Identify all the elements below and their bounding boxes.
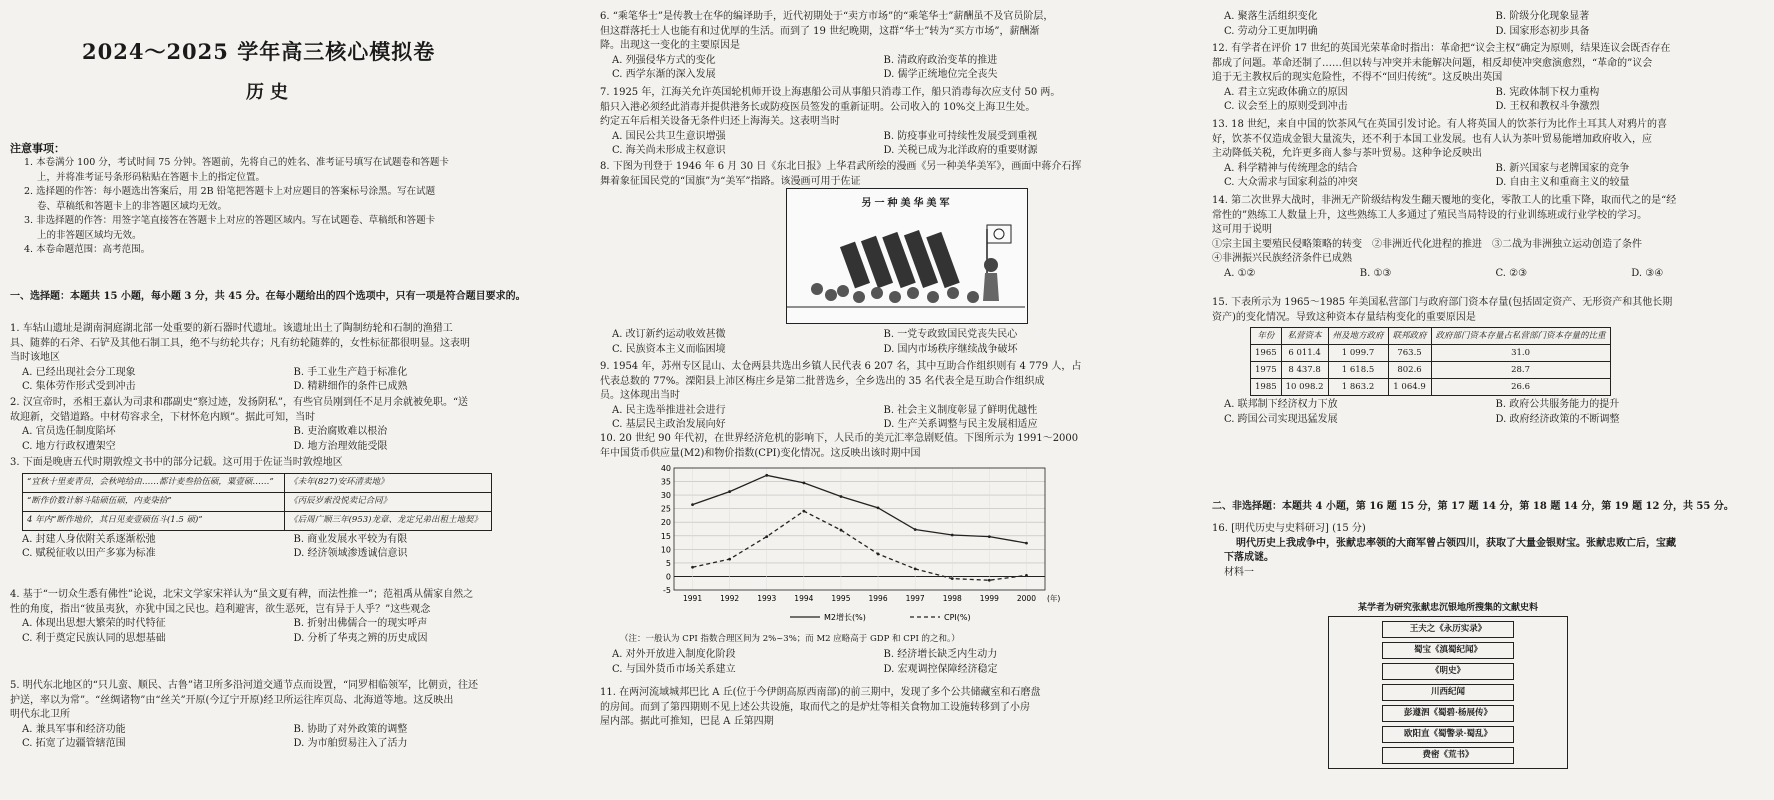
question-12	[1212, 42, 1767, 115]
y-tick-label: 30	[660, 491, 671, 501]
q10-option-c[interactable]: C. 与国外货币市场关系建立	[612, 663, 736, 675]
q5-option-d[interactable]: D. 为市舶贸易注入了活力	[293, 738, 408, 750]
table-cell: 1 863.2	[1328, 379, 1388, 396]
q4-option-a[interactable]: A. 体现出思想大繁荣的时代特征	[22, 618, 166, 630]
y-tick-label: 40	[660, 464, 671, 473]
notice-line: 3. 非选择题的作答：用签字笔直接答在答题卡上对应的答题区域内。写在试题卷、草稿纸和答题卡	[24, 215, 436, 226]
question-4	[10, 588, 565, 646]
q9-option-a[interactable]: A. 民主选举推进社会进行	[612, 404, 726, 416]
question-11-options	[1212, 10, 1767, 39]
q1-stem: 1. 车轱山遗址是湖南洞庭湖北部一处重要的新石器时代遗址。该遗址出土了陶制纺轮和石制的渔猎工	[10, 323, 453, 334]
notice-line: 上的非答题区域均无效。	[37, 229, 142, 241]
q6-option-c[interactable]: C. 西学东渐的深入发展	[612, 69, 716, 81]
q11-stem: 屋内部。据此可推知，巴昆 A 丘第四期	[600, 716, 774, 728]
q10-stem: 10. 20 世纪 90 年代初，在世界经济危机的影响下，人民币的美元汇率急剧贬值。下图所示为 1991～2000	[600, 433, 1079, 444]
x-tick-label: 1991	[683, 594, 703, 603]
data-point	[765, 474, 768, 477]
source-item: 王夫之《永历实录》	[1382, 621, 1514, 638]
chart-svg	[650, 462, 1070, 632]
question-8	[600, 160, 1155, 189]
table-cell: “宜秋十里麦青员，会秋吨给由……都计麦叁拾伍硕，粟壹硕……”	[23, 473, 285, 492]
data-point	[691, 503, 694, 506]
notice-line: 上，并将准考证号条形码粘贴在答题卡上的指定位置。	[37, 171, 266, 183]
q9-stem: 9. 1954 年，苏州专区昆山、太仓两县共选出乡镇人民代表 6 207 名，其中互助合作组织则有 4 779 人，占	[600, 361, 1082, 372]
q1-option-a[interactable]: A. 已经出现社会分工现象	[22, 366, 136, 378]
table-row	[1251, 345, 1611, 362]
q7-option-c[interactable]: C. 海关尚未形成主权意识	[612, 145, 726, 157]
notice-line: 卷、草稿纸和答题卡上的非答题区域均无效。	[37, 200, 228, 212]
q5-option-b[interactable]: B. 协助了对外政策的调整	[293, 723, 408, 735]
q2-stem: 2. 汉宣帝时，丞相王嘉认为司隶和郡副史“察过迹，发扬阴私”，有些官员刚到任不足月余就被免职。“送	[10, 397, 469, 408]
y-tick-label: -5	[663, 586, 671, 595]
notice-line: 1. 本卷满分 100 分，考试时间 75 分钟。答题前，先将自己的姓名、准考证号填写在试题卷和答题卡	[24, 157, 449, 168]
q14-option-c[interactable]: C. ②③	[1495, 267, 1528, 279]
question-9	[600, 360, 1155, 433]
question-10-options	[600, 648, 1155, 677]
q16-source-title: 某学者为研究张献忠沉银地所搜集的文献史料	[1357, 603, 1538, 613]
q3-option-d[interactable]: D. 经济领域渗透诚信意识	[293, 548, 408, 560]
q9-stem: 代表总数的 77%。溧阳县上沛区梅庄乡是第二批普选乡，全乡选出的 35 名代表全是互助合作组织成	[600, 375, 1045, 387]
q11-stem: 的房间。而到了第四期则不见上述公共设施，取而代之的是炉灶等相关食物加工设施转移到了小房	[600, 701, 1030, 713]
question-7	[600, 86, 1155, 159]
q13-stem: 好，饮茶不仅造成金银大量流失，还不利于本国工业发展。也有人认为茶叶贸易能增加政府收入，应	[1212, 133, 1652, 145]
table-cell: 802.6	[1388, 362, 1431, 379]
q14-stem: 14. 第二次世界大战时，非洲无产阶级结构发生翻天覆地的变化，零散工人的比重下降，取而代之的是“经	[1212, 195, 1677, 206]
question-13	[1212, 118, 1767, 191]
y-tick-label: 35	[660, 477, 671, 487]
table-cell: 26.6	[1431, 379, 1610, 396]
q3-option-c[interactable]: C. 赋税征收以田产多寡为标准	[22, 548, 156, 560]
q8-option-c[interactable]: C. 民族资本主义而临困境	[612, 343, 726, 355]
q5-stem: 明代东北卫所	[10, 709, 70, 721]
data-point	[1025, 542, 1028, 545]
y-tick-label: 20	[660, 518, 671, 528]
left-column	[10, 0, 570, 800]
source-item: 《明史》	[1382, 663, 1514, 680]
q15-option-d[interactable]: D. 政府经济政策的不断调整	[1495, 413, 1620, 425]
data-point	[914, 567, 917, 570]
q11-option-d[interactable]: D. 国家形态初步具备	[1495, 25, 1590, 37]
table-cell: 《丙辰岁索没悦卖记合同》	[285, 492, 492, 511]
x-tick-label: 1997	[905, 594, 925, 603]
q9-stem: 员。这体现出当时	[600, 390, 680, 402]
q5-stem: 护送，率以为常”。“丝绸诸物”由“丝关”开原(今辽宁开原)经卫所运往库页岛、北海道等地。这反映出	[10, 694, 454, 706]
table-cell: “断作价数计斛斗陆硕伍硕，内麦柒拾”	[23, 492, 285, 511]
q14-stem: ④非洲振兴民族经济条件已成熟	[1212, 253, 1352, 265]
table-header: 年份	[1251, 328, 1282, 345]
source-item: 彭遵泗《蜀碧·杨展传》	[1382, 705, 1514, 722]
q1-stem: 当时该地区	[10, 352, 60, 364]
q10-option-d[interactable]: D. 宏观调控保障经济稳定	[883, 663, 998, 675]
notice-title: 注意事项：	[10, 142, 65, 155]
q4-stem: 4. 基于“一切众生悉有佛性”论说，北宋文学家宋祥认为“虽文夏有稗，而法性推一”；范祖禹从儒家自然之	[10, 589, 474, 600]
table-cell: 1965	[1251, 345, 1282, 362]
q13-stem: 主动降低关税，允许更多商人参与茶叶贸易。这种争论反映出	[1212, 148, 1482, 160]
q8-option-a[interactable]: A. 改订新约运动收效甚微	[612, 329, 726, 340]
q6-stem: 6. “乘笔华士”是传教士在华的编译助手，近代初期处于“卖方市场”的“乘笔华士”薪酬虽不及官员阶层，	[600, 11, 1054, 22]
x-unit-label: (年)	[1047, 594, 1061, 603]
cartoon-image	[786, 188, 1028, 324]
q11-stem: 11. 在两河流域城邦巴比 A 丘(位于今伊朗高原西南部)的前三期中，发现了多个公共储藏室和石磨盘	[600, 687, 1041, 698]
q13-stem: 13. 18 世纪，来自中国的饮茶风气在英国引发讨论。有人将英国人的饮茶行为比作土耳其人对鸦片的喜	[1212, 119, 1667, 130]
table-cell: 1 064.9	[1388, 379, 1431, 396]
table-row	[23, 492, 492, 511]
y-tick-label: 0	[665, 572, 671, 582]
table-cell: 1 618.5	[1328, 362, 1388, 379]
cartoon-drawing	[787, 209, 1025, 319]
notice-list	[24, 156, 569, 258]
q8-option-b[interactable]: B. 一党专政致国民党丧失民心	[883, 329, 1018, 340]
data-point	[802, 510, 805, 513]
table-row	[23, 473, 492, 492]
q16-source-list	[1328, 616, 1568, 769]
data-point	[951, 577, 954, 580]
data-point	[765, 535, 768, 538]
q2-option-d[interactable]: D. 地方治理效能受限	[293, 440, 388, 452]
cartoon-caption: 另一种美华美军	[861, 198, 953, 209]
table-cell: 1 099.7	[1328, 345, 1388, 362]
q14-option-b[interactable]: B. ①③	[1359, 267, 1392, 279]
x-tick-label: 1993	[757, 594, 777, 603]
q5-option-a[interactable]: A. 兼具军事和经济功能	[22, 723, 126, 735]
q12-option-c[interactable]: C. 议会至上的原则受到冲击	[1224, 101, 1348, 113]
q4-option-d[interactable]: D. 分析了华夷之辨的历史成因	[293, 632, 428, 644]
q2-option-b[interactable]: B. 吏治腐败难以根治	[293, 426, 388, 438]
q9-option-b[interactable]: B. 社会主义制度彰显了鲜明优越性	[883, 404, 1038, 416]
data-point	[802, 482, 805, 485]
question-5	[10, 679, 565, 752]
q12-option-d[interactable]: D. 王权和教权斗争激烈	[1495, 101, 1600, 113]
q16-line: 材料一	[1224, 566, 1254, 578]
q15-option-b[interactable]: B. 政府公共服务能力的提升	[1495, 399, 1620, 411]
table-cell: 4 年内“断作地价，其日见麦壹硕伍斗(1.5 硕)”	[23, 511, 285, 530]
q1-option-c[interactable]: C. 集体劳作形式受到冲击	[22, 381, 136, 393]
legend-label: CPI(%)	[944, 613, 971, 622]
y-tick-label: 15	[660, 531, 671, 541]
q2-option-a[interactable]: A. 官员选任制度陷坏	[22, 426, 116, 438]
table-row	[1251, 362, 1611, 379]
q3-stem: 3. 下面是晚唐五代时期敦煌文书中的部分记载。这可用于佐证当时敦煌地区	[10, 457, 343, 468]
table-cell: 763.5	[1388, 345, 1431, 362]
q1-option-b[interactable]: B. 手工业生产趋于标准化	[293, 366, 408, 378]
table-header: 州及地方政府	[1328, 328, 1388, 345]
q3-table	[22, 473, 492, 531]
q8-option-d[interactable]: D. 国内市场秩序继续战争破坏	[883, 343, 1018, 355]
data-point	[840, 529, 843, 532]
notice-line: 4. 本卷命题范围：高考范围。	[24, 244, 151, 255]
q13-option-d[interactable]: D. 自由主义和重商主义的较量	[1495, 177, 1630, 189]
q4-stem: 性的角度，指出“彼虽夷狄，亦犹中国之民也。趋利避害，欲生恶死，岂有异于人乎？”这些观念	[10, 603, 431, 615]
q11-option-c[interactable]: C. 劳动分工更加明确	[1224, 25, 1318, 37]
data-point	[988, 579, 991, 582]
q6-stem: 降。出现这一变化的主要原因是	[600, 40, 740, 52]
q14-stem: 这可用于说明	[1212, 224, 1272, 236]
x-tick-label: 1992	[720, 594, 740, 603]
q16-line: 明代历史上我成争中，张献忠率领的大商军曾占领四川，获取了大量金银财宝。张献忠败亡后，宝藏	[1236, 537, 1676, 549]
section1-heading: 一、选择题：本题共 15 小题，每小题 3 分，共 45 分。在每小题给出的四个选项中，只有一项是符合题目要求的。	[10, 291, 526, 302]
question-16	[1212, 522, 1767, 580]
q16-line: 16. [明代历史与史料研习] (15 分)	[1212, 523, 1366, 534]
q15-option-a[interactable]: A. 联邦制下经济权力下放	[1224, 399, 1338, 411]
x-tick-label: 1995	[831, 594, 851, 603]
table-cell: 8 437.8	[1281, 362, 1328, 379]
q1-option-d[interactable]: D. 精耕细作的条件已成熟	[293, 381, 408, 393]
q12-stem: 12. 有学者在评价 17 世纪的英国光荣革命时指出：革命把“议会主权”确定为原则，结果连议会既否存在	[1212, 43, 1671, 54]
notice-line: 2. 选择题的作答：每小题选出答案后，用 2B 铅笔把答题卡上对应题目的答案标号涂黑。写在试题	[24, 186, 436, 197]
x-tick-label: 2000	[1016, 594, 1036, 603]
y-tick-label: 25	[660, 504, 671, 514]
section2-heading: 二、非选择题：本题共 4 小题，第 16 题 15 分，第 17 题 14 分，第 18 题 14 分，第 19 题 12 分，共 55 分。	[1212, 501, 1734, 512]
x-tick-label: 1994	[794, 594, 814, 603]
q4-option-c[interactable]: C. 利于奠定民族认同的思想基础	[22, 632, 166, 644]
table-header-row	[1251, 328, 1611, 345]
q10-stem: 年中国货币供应量(M2)和物价指数(CPI)变化情况。这反映出该时期中国	[600, 447, 921, 459]
data-point	[877, 553, 880, 556]
x-tick-label: 1999	[979, 594, 999, 603]
q11-option-b[interactable]: B. 阶级分化现象显著	[1495, 11, 1590, 22]
q14-option-d[interactable]: D. ③④	[1631, 267, 1664, 279]
q7-option-b[interactable]: B. 防疫事业可持续性发展受到重视	[883, 130, 1038, 142]
q15-stem: 15. 下表所示为 1965～1985 年美国私营部门与政府部门资本存量(包括固定资产、无形资产和其他长期	[1212, 297, 1673, 308]
table-cell: 1985	[1251, 379, 1282, 396]
question-10	[600, 432, 1155, 461]
q14-option-a[interactable]: A. ①②	[1224, 267, 1256, 279]
table-cell: 《未年(827)安环清卖地》	[285, 473, 492, 492]
question-14	[1212, 194, 1767, 282]
data-point	[988, 535, 991, 538]
data-point	[1025, 574, 1028, 577]
q10-line-chart	[650, 462, 1070, 632]
q11-option-a[interactable]: A. 聚落生活组织变化	[1224, 11, 1318, 22]
q7-stem: 约定五年后相关设备无条件归还上海海关。这表明当时	[600, 116, 840, 128]
table-cell: 28.7	[1431, 362, 1610, 379]
table-cell: 31.0	[1431, 345, 1610, 362]
series-line-0	[693, 475, 1027, 543]
table-header: 私营资本	[1281, 328, 1328, 345]
data-point	[951, 534, 954, 537]
data-point	[728, 558, 731, 561]
q6-stem: 但这群落托士人也能有和过优厚的生活。而到了 19 世纪晚期，这群“华士”转为“买方市场”，薪酬渐	[600, 25, 1040, 37]
data-point	[877, 506, 880, 509]
q15-table	[1250, 327, 1611, 396]
q10-option-a[interactable]: A. 对外开放进入制度化阶段	[612, 649, 736, 660]
q5-stem: 5. 明代东北地区的“只儿蛮、顺民、古鲁”诸卫所多沿河道交通节点而设置，“同罗相临领军，比朝贡，往还	[10, 680, 479, 691]
q10-note: （注：一般认为 CPI 指数合理区间为 2%~3%；而 M2 应略高于 GDP 和 CPI 的之和。）	[620, 634, 960, 644]
q3-option-a[interactable]: A. 封建人身依附关系逐渐松弛	[22, 533, 156, 545]
q15-stem: 资产)的变化情况。导致这种资本存量结构变化的重要原因是	[1212, 311, 1476, 323]
q13-option-a[interactable]: A. 科学精神与传统理念的结合	[1224, 162, 1358, 174]
table-header: 联邦政府	[1388, 328, 1431, 345]
q13-option-b[interactable]: B. 新兴国家与老牌国家的竞争	[1495, 162, 1630, 174]
x-tick-label: 1998	[942, 594, 962, 603]
data-point	[840, 495, 843, 498]
q14-stem: ①宗主国主要殖民侵略策略的转变 ②非洲近代化进程的推进 ③二战为非洲独立运动创造了条件	[1212, 238, 1642, 250]
q16-source-box	[1328, 600, 1568, 769]
question-15	[1212, 296, 1767, 427]
q9-option-c[interactable]: C. 基层民主政治发展向好	[612, 419, 726, 431]
q2-option-c[interactable]: C. 地方行政权遭架空	[22, 440, 116, 452]
q12-option-b[interactable]: B. 宪政体制下权力重构	[1495, 86, 1600, 98]
q8-stem: 舞着象征国民党的“国旗”为“美军”指路。该漫画可用于佐证	[600, 175, 861, 187]
question-1	[10, 322, 565, 395]
table-cell: 1975	[1251, 362, 1282, 379]
source-item: 费密《荒书》	[1382, 747, 1514, 764]
q10-option-b[interactable]: B. 经济增长缺乏内生动力	[883, 649, 998, 660]
table-cell: 6 011.4	[1281, 345, 1328, 362]
q12-stem: 追于无主教权后的现实危险性，不得不“回归传统”。这反映出英国	[1212, 72, 1503, 84]
q1-stem: 具、随葬的石斧、石铲及其他石制工具，绝不与纺轮共存；凡有纺轮随葬的，女性标征都很明显。这表明	[10, 337, 470, 349]
table-cell: 《后周广顺三年(953)龙章、龙定兄弟出租土地契》	[285, 511, 492, 530]
q3-option-b[interactable]: B. 商业发展水平较为有限	[293, 533, 408, 545]
q5-option-c[interactable]: C. 拓宽了边疆管辖范围	[22, 738, 126, 750]
legend-label: M2增长(%)	[824, 613, 866, 622]
data-point	[691, 566, 694, 569]
table-row	[1251, 379, 1611, 396]
q6-option-a[interactable]: A. 列强侵华方式的变化	[612, 54, 716, 66]
source-item: 蜀宝《滇蜀纪闻》	[1382, 642, 1514, 659]
q2-stem: 故迎新，交错道路。中材苟容求全，下材怀危内顾”。据此可知，当时	[10, 411, 316, 423]
question-8-options	[600, 328, 1155, 357]
q4-option-b[interactable]: B. 折射出佛儒合一的现实呼声	[293, 618, 428, 630]
q14-stem: 常性的”熟练工人数量上升，这些熟练工人多通过了殖民当局特设的行业训练班或行业学校的学习。	[1212, 209, 1648, 221]
q6-option-d[interactable]: D. 儒学正统地位完全丧失	[883, 69, 998, 81]
q13-option-c[interactable]: C. 大众需求与国家利益的冲突	[1224, 177, 1358, 189]
question-6	[600, 10, 1155, 83]
question-3	[10, 456, 565, 562]
x-tick-label: 1996	[868, 594, 888, 603]
q8-stem: 8. 下图为刊登于 1946 年 6 月 30 日《东北日报》上华君武所绘的漫画《另一种美华美军》，画面中蒋介石挥	[600, 161, 1082, 172]
q12-stem: 都成了问题。革命还制了……但以转与冲突并未能解决问题，相反却使冲突愈演愈烈，“革命的”议会	[1212, 57, 1653, 69]
data-point	[728, 490, 731, 493]
exam-subject: 历史	[246, 82, 294, 103]
series-line-1	[693, 511, 1027, 580]
q7-option-a[interactable]: A. 国民公共卫生意识增强	[612, 130, 726, 142]
q12-option-a[interactable]: A. 君主立宪政体确立的原因	[1224, 86, 1348, 98]
table-header: 政府部门资本存量占私营部门资本存量的比重	[1431, 328, 1610, 345]
q7-stem: 船只入港必须经此消毒并提供港务长或防疫医员签发的重新证明。公司收入的 10%交上海卫生处。	[600, 101, 1036, 113]
exam-title: 2024～2025 学年高三核心模拟卷	[82, 39, 436, 64]
q7-stem: 7. 1925 年，江海关允许英国轮机师开设上海惠船公司从事船只消毒工作，船只消毒每次应支付 50 两。	[600, 87, 1061, 98]
middle-column	[600, 0, 1165, 800]
q15-option-c[interactable]: C. 跨国公司实现迅猛发展	[1224, 413, 1338, 425]
y-tick-label: 10	[660, 545, 671, 555]
q9-option-d[interactable]: D. 生产关系调整与民主发展相适应	[883, 419, 1038, 431]
q6-option-b[interactable]: B. 清政府政治变革的推进	[883, 54, 998, 66]
table-row	[23, 511, 492, 530]
question-2	[10, 396, 565, 454]
source-item: 川西纪闻	[1382, 684, 1514, 701]
q16-line: 下落成谜。	[1224, 552, 1274, 564]
source-item: 欧阳直《蜀警录·蜀乱》	[1382, 726, 1514, 743]
q7-option-d[interactable]: D. 关税已成为北洋政府的重要财源	[883, 145, 1038, 157]
table-cell: 10 098.2	[1281, 379, 1328, 396]
question-11	[600, 686, 1155, 730]
data-point	[914, 528, 917, 531]
y-tick-label: 5	[665, 558, 671, 568]
